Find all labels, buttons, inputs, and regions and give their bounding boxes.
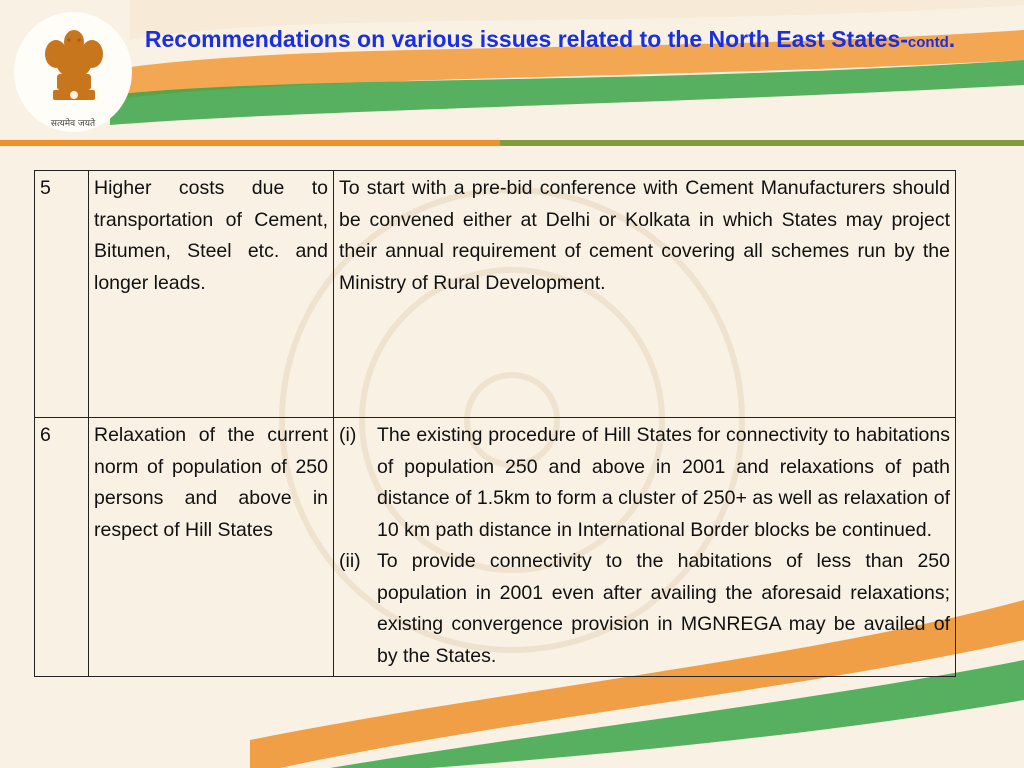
- list-item-number: (ii): [339, 550, 361, 572]
- list-item: [339, 420, 950, 546]
- title-period: .: [948, 26, 956, 52]
- row-number: 5: [35, 171, 89, 418]
- title-main: Recommendations on various issues related to the North East States-: [144, 26, 908, 52]
- list-item-text: To provide connectivity to the habitations of less than 250 population in 2001 even after availing the aforesaid relaxations; existing convergence provision in MGNREGA may be availed of by the States.: [377, 550, 950, 667]
- list-item-text: The existing procedure of Hill States for connectivity to habitations of population 250 and above in 2001 and relaxations of path distance of 1.5km to form a cluster of 250+ as well as relaxation of 10 km path distance in International Border blocks be continued.: [377, 424, 950, 541]
- recommendations-table: [34, 170, 956, 677]
- list-item: [339, 546, 950, 672]
- state-emblem-logo: [14, 12, 132, 132]
- issue-cell: Higher costs due to transportation of Cement, Bitumen, Steel etc. and longer leads.: [89, 171, 334, 418]
- issue-cell: Relaxation of the current norm of population of 250 persons and above in respect of Hill States: [89, 418, 334, 677]
- emblem-motto: सत्यमेव जयते: [50, 119, 96, 129]
- recommendation-cell: To start with a pre-bid conference with Cement Manufacturers should be convened either at Delhi or Kolkata in which States may project their annual requirement of cement covering all schemes run by the Ministry of Rural Development.: [334, 171, 956, 418]
- title-contd: contd: [907, 34, 949, 51]
- row-number: 6: [35, 418, 89, 677]
- table-row: [35, 418, 956, 677]
- recommendation-cell: [334, 418, 956, 677]
- table-row: [35, 171, 956, 418]
- list-item-number: (i): [339, 424, 357, 446]
- page-title: [140, 24, 960, 58]
- lion-capital-icon: [14, 12, 132, 116]
